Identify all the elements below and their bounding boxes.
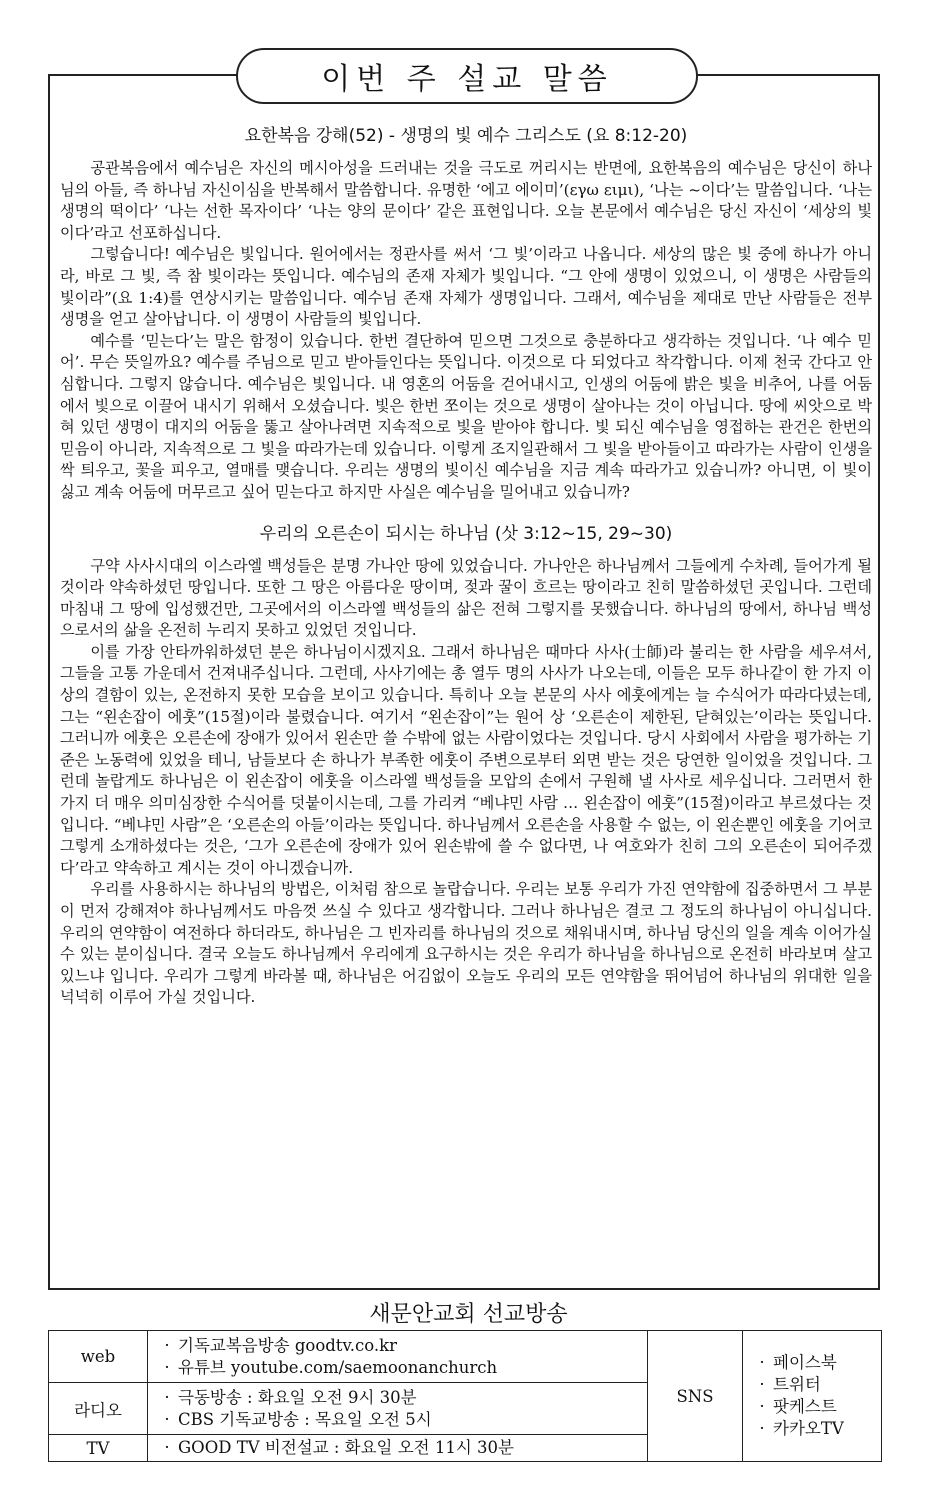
broadcast-items (148, 1383, 648, 1435)
list-item (156, 1387, 639, 1409)
sermon-paragraph: 이를 가장 안타까워하셨던 분은 하나님이시겠지요. 그래서 하나님은 때마다 사사(士師)라 불리는 한 사람을 세우셔서, 그들을 고통 가운데서 건져내주십니다. 그런데, 사사기에는 총 열두 명의 사사가 나오는데, 이들은 모두 하나같이 한 가지 이상의 결함이 있는, 온전하지 못한 모습을 보이고 있습니다. 특히나 오늘 본문의 사사 에훗에게는 늘 수식어가 따라다녔는데, 그는 “왼손잡이 에훗”(15절)이라 불렸습니다. 여기서 “왼손잡이”는 원어 상 ‘오른손이 제한된, 닫혀있는’이라는 뜻입니다. 그러니까 에훗은 오른손에 장애가 있어서 왼손만 쓸 수밖에 없는 사람이었다는 것입니다. 당시 사회에서 사람을 평가하는 기준은 노동력에 있었을 테니, 남들보다 손 하나가 부족한 에훗이 주변으로부터 외면 받는 것은 당연한 일이었을 것입니다. 그런데 놀랍게도 하나님은 이 왼손잡이 에훗을 이스라엘 백성들을 모압의 손에서 구원해 낼 사사로 세우십니다. 그러면서 한 가지 더 매우 의미심장한 수식어를 덧붙이시는데, 그를 가리켜 “베냐민 사람 … 왼손잡이 에훗”(15절)이라고 부르셨다는 것입니다. “베냐민 사람”은 ‘오른손의 아들’이라는 뜻입니다. 하나님께서 오른손을 사용할 수 없는, 이 왼손뿐인 에훗을 기어코 그렇게 소개하셨다는 것은, ‘그가 오른손에 장애가 있어 왼손밖에 쓸 수 없다면, 나 여호와가 친히 그의 오른손이 되어주겠다’라고 약속하고 계시는 것이 아니겠습니까. (60, 642, 872, 877)
list-item (751, 1396, 873, 1418)
broadcast-items (148, 1435, 648, 1462)
page-title: 이번 주 설교 말씀 (236, 48, 698, 104)
table-row (49, 1331, 882, 1383)
sermon-paragraph: 그렇습니다! 예수님은 빛입니다. 원어에서는 정관사를 써서 ‘그 빛’이라고 나옵니다. 세상의 많은 빛 중에 하나가 아니라, 바로 그 빛, 즉 참 빛이라는 뜻입니다. 예수님의 존재 자체가 빛입니다. “그 안에 생명이 있었으니, 이 생명은 사람들의 빛이라”(요 1:4)를 연상시키는 말씀입니다. 예수님 존재 자체가 생명입니다. 그래서, 예수님을 제대로 만난 사람들은 전부 생명을 얻고 살아납니다. 이 생명이 사람들의 빛입니다. (60, 245, 872, 329)
bullet: · (759, 1419, 765, 1438)
sermon-paragraph: 구약 사사시대의 이스라엘 백성들은 분명 가나안 땅에 있었습니다. 가나안은 하나님께서 그들에게 수차례, 들어가게 될 것이라 약속하셨던 땅입니다. 또한 그 땅은 아름다운 땅이며, 젖과 꿀이 흐르는 땅이라고 친히 말씀하셨던 곳입니다. 그런데 마침내 그 땅에 입성했건만, 그곳에서의 이스라엘 백성들의 삶은 전혀 그렇지를 못했습니다. 하나님의 땅에서, 하나님 백성으로서의 삶을 온전히 누리지 못하고 있었던 것입니다. (60, 556, 872, 640)
sns-item-twitter: 트위터 (773, 1375, 821, 1394)
list-item (156, 1437, 639, 1459)
bullet: · (759, 1353, 765, 1372)
broadcast-heading: 새문안교회 선교방송 (369, 1302, 568, 1327)
sns-list (743, 1331, 882, 1462)
sns-item-kakaotv: 카카오TV (773, 1419, 844, 1438)
bullet: · (164, 1438, 170, 1458)
broadcast-item: 극동방송 : 화요일 오전 9시 30분 (178, 1387, 417, 1407)
broadcast-category: web (49, 1331, 148, 1383)
broadcast-table (48, 1330, 882, 1462)
bullet: · (164, 1387, 170, 1407)
broadcast-item: GOOD TV 비전설교 : 화요일 오전 11시 30분 (178, 1438, 514, 1458)
list-item (751, 1418, 873, 1440)
broadcast-item: 유튜브 youtube.com/saemoonanchurch (178, 1357, 498, 1377)
sns-item-facebook: 페이스북 (773, 1353, 837, 1372)
sermon-paragraph: 예수를 ‘믿는다’는 말은 함정이 있습니다. 한번 결단하여 믿으면 그것으로 충분하다고 생각하는 것입니다. ‘나 예수 믿어’. 무슨 뜻일까요? 예수를 주님으로 믿고 받아들인다는 뜻입니다. 이것으로 다 되었다고 착각합니다. 이제 천국 간다고 안심합니다. 그렇지 않습니다. 예수님은 빛입니다. 내 영혼의 어둠을 걷어내시고, 인생의 어둠에 밝은 빛을 비추어, 나를 어둠에서 빛으로 이끌어 내시기 위해서 오셨습니다. 빛은 한번 쪼이는 것으로 생명이 살아나는 것이 아닙니다. 땅에 씨앗으로 박혀 있던 생명이 대지의 어둠을 뚫고 살아나려면 지속적으로 빛을 받아야 합니다. 빛 되신 예수님을 영접하는 관건은 한번의 믿음이 아니라, 지속적으로 그 빛을 따라가는데 있습니다. 이렇게 조지일관해서 그 빛을 받아들이고 따라가는 사람이 인생을 싹 틔우고, 꽃을 피우고, 열매를 맺습니다. 우리는 생명의 빛이신 예수님을 지금 계속 따라가고 있습니까? 아니면, 이 빛이 싫고 계속 어둠에 머무르고 싶어 믿는다고 하지만 사실은 예수님을 밀어내고 있습니까? (60, 331, 872, 501)
broadcast-category: 라디오 (49, 1383, 148, 1435)
sns-label: SNS (648, 1331, 743, 1462)
bullet: · (759, 1375, 765, 1394)
list-item (751, 1374, 873, 1396)
sermon-content (60, 124, 872, 1009)
sermon-title: 요한복음 강해(52) - 생명의 빛 예수 그리스도 (요 8:12-20) (244, 126, 688, 146)
bullet: · (759, 1397, 765, 1416)
list-item (156, 1409, 639, 1431)
bullet: · (164, 1335, 170, 1355)
sermon-paragraph: 공관복음에서 예수님은 자신의 메시아성을 드러내는 것을 극도로 꺼리시는 반면에, 요한복음의 예수님은 당신이 하나님의 아들, 즉 하나님 자신이심을 반복해서 말씀합니다. 유명한 ‘에고 에이미’(εγω ειμι), ‘나는 ~이다’는 말씀입니다. ‘나는 생명의 떡이다’ ‘나는 선한 목자이다’ ‘나는 양의 문이다’ 같은 표현입니다. 오늘 본문에서 예수님은 당신 자신이 ‘세상의 빛이다’라고 선포하십니다. (60, 159, 872, 242)
sns-item-podcast: 팟케스트 (773, 1397, 837, 1416)
broadcast-item: CBS 기독교방송 : 목요일 오전 5시 (178, 1409, 432, 1429)
broadcast-item: 기독교복음방송 goodtv.co.kr (178, 1335, 398, 1355)
bullet: · (164, 1357, 170, 1377)
list-item (156, 1357, 639, 1379)
sermon-paragraph: 우리를 사용하시는 하나님의 방법은, 이처럼 참으로 놀랍습니다. 우리는 보통 우리가 가진 연약함에 집중하면서 그 부분이 먼저 강해져야 하나님께서도 마음껏 쓰실 수 있다고 생각합니다. 그러나 하나님은 결코 그 정도의 하나님이 아니십니다. 우리의 연약함이 여전하다 하더라도, 하나님은 그 빈자리를 하나님의 것으로 채워내시며, 하나님 당신의 일을 계속 이어가실 수 있는 분이십니다. 결국 오늘도 하나님께서 우리에게 요구하시는 것은 우리가 하나님을 하나님으로 온전히 바라보며 살고 있느냐 입니다. 우리가 그렇게 바라볼 때, 하나님은 어김없이 오늘도 우리의 모든 연약함을 뛰어넘어 하나님의 위대한 일을 넉넉히 이루어 가실 것입니다. (60, 880, 872, 1007)
list-item (751, 1352, 873, 1374)
sermon-title: 우리의 오른손이 되시는 하나님 (삿 3:12~15, 29~30) (259, 523, 673, 544)
broadcast-items (148, 1331, 648, 1383)
bullet: · (164, 1409, 170, 1429)
list-item (156, 1335, 639, 1357)
broadcast-category: TV (49, 1435, 148, 1462)
